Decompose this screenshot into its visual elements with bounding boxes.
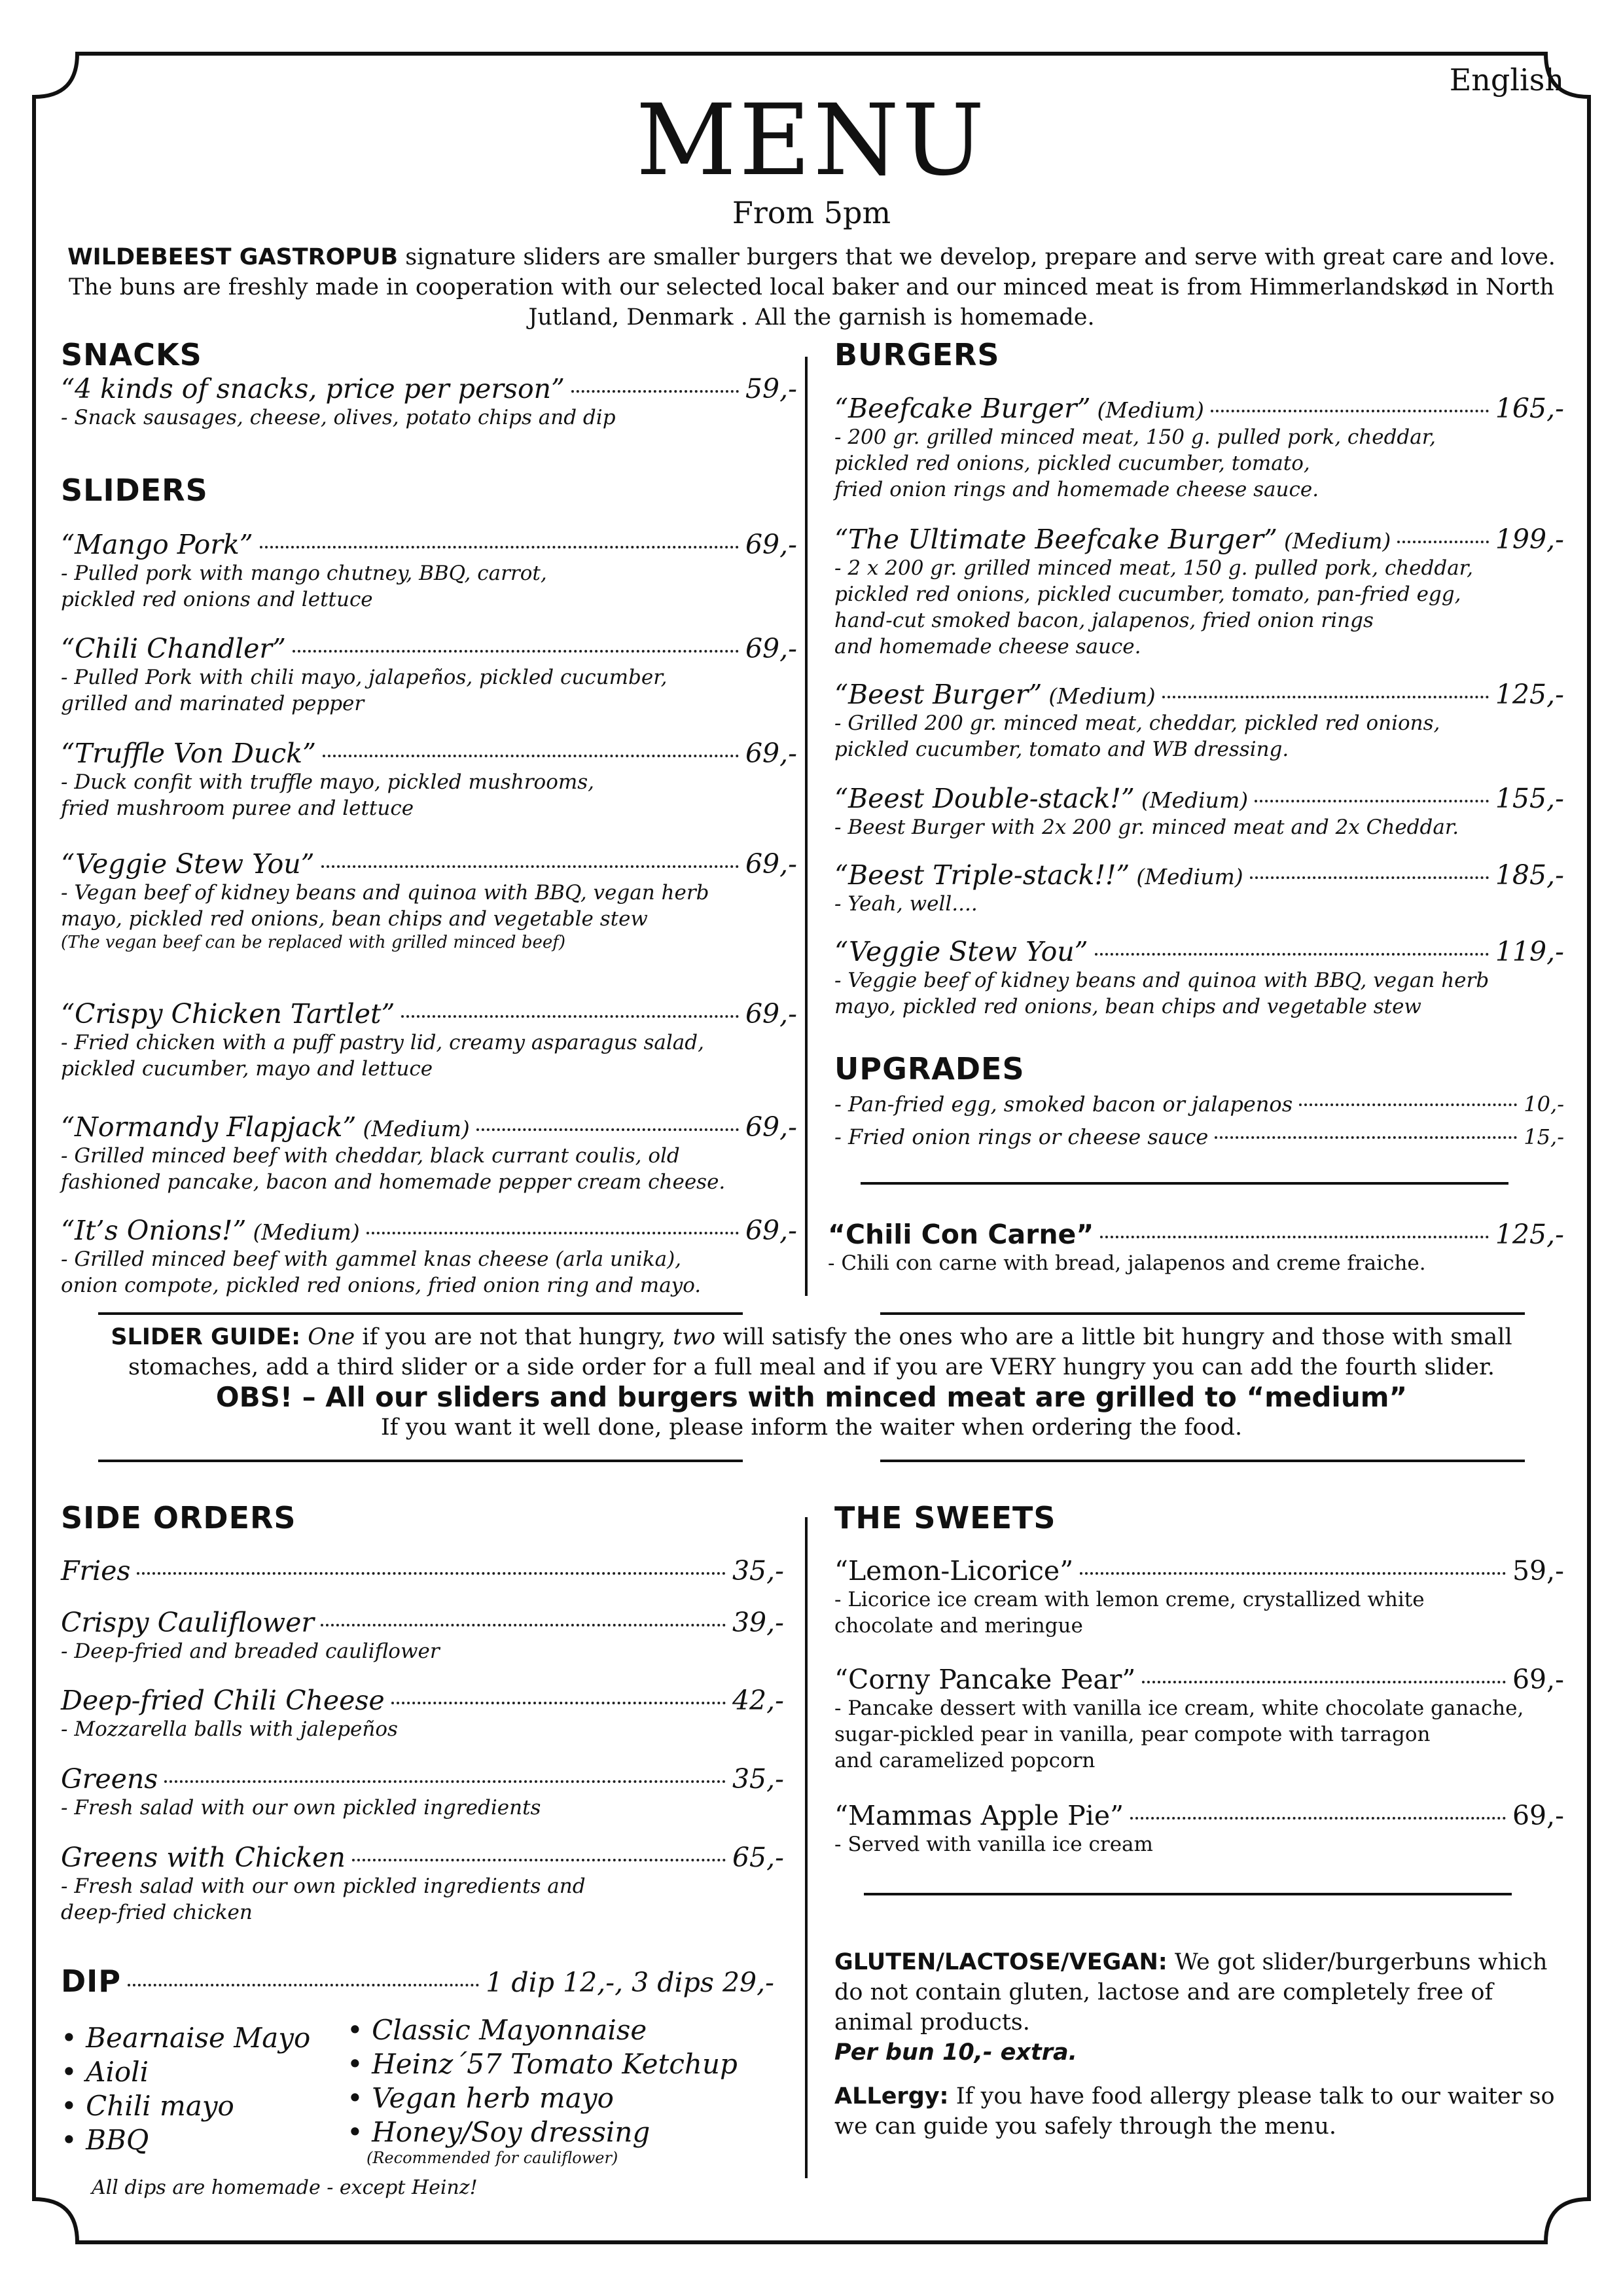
chili-item [828,1219,1564,1276]
guide-text-2: will satisfy the ones who are a little bit hungry and those with small stomaches, add a third slider or a side order for a full meal and if you are VERY hungry you can add the fourth slider. [128,1324,1512,1380]
sweet-item [834,1800,1564,1857]
item-name: Deep-fried Chili Cheese [61,1685,385,1716]
burger-item [834,783,1564,840]
item-price: 10,- [1524,1092,1564,1117]
snack-item [61,373,797,431]
dip-list-left [61,2021,310,2157]
item-price: 59,- [745,373,797,404]
item-desc: - Veggie beef of kidney beans and quinoa with BBQ, vegan herb mayo, pickled red onions, bean chips and vegetable stew [834,969,1489,1018]
item-price: 15,- [1524,1124,1564,1149]
leader-dots [1299,1103,1517,1106]
sweet-item [834,1664,1564,1774]
leader-dots [1250,876,1489,879]
item-price: 125,- [1495,679,1564,710]
side-item [61,1763,784,1821]
item-desc: - Fresh salad with our own pickled ingredients and deep-fried chicken [61,1874,586,1924]
item-desc: - Pulled Pork with chili mayo, jalapeños, pickled cucumber, grilled and marinated pepper [61,666,668,715]
slider-guide [65,1322,1558,1443]
item-desc: - Beest Burger with 2x 200 gr. minced meat and 2x Cheddar. [834,816,1459,839]
burger-item [834,859,1564,917]
item-name: Greens [61,1763,158,1795]
sweets-heading: THE SWEETS [834,1500,1056,1535]
dip-option: • Aioli [61,2056,149,2088]
dip-option: • Honey/Soy dressing [347,2116,651,2148]
item-desc: - 200 gr. grilled minced meat, 150 g. pulled pork, cheddar, pickled red onions, pickled cucumber, tomato, fried onion rings and homemade cheese sauce. [834,425,1436,501]
guide-one: One [308,1324,355,1350]
dip-price: 1 dip 12,-, 3 dips 29,- [486,1967,774,1998]
gluten-note [834,1947,1567,2068]
guide-two: two [673,1324,716,1350]
upgrades-heading: UPGRADES [834,1051,1025,1086]
column-divider-bottom [805,1517,808,2178]
item-desc: - Deep-fried and breaded cauliflower [61,1640,440,1663]
guide-divider-bottom-left [98,1460,743,1462]
item-price: 69,- [745,1111,797,1143]
item-name: “Beest Double-stack!” [834,783,1135,814]
item-name: - Pan-fried egg, smoked bacon or jalapenos [834,1092,1293,1117]
item-note: (Medium) [363,1116,470,1141]
sweet-item [834,1555,1564,1639]
item-footnote: (The vegan beef can be replaced with grilled minced beef) [61,933,566,952]
leader-dots [293,650,739,653]
leader-dots [164,1780,726,1783]
item-desc: - Grilled 200 gr. minced meat, cheddar, pickled red onions, pickled cucumber, tomato and WB dressing. [834,711,1440,761]
item-desc: - Served with vanilla ice cream [834,1833,1153,1856]
burgers-heading: BURGERS [834,337,1000,372]
gluten-text: We got slider/burgerbuns which do not contain gluten, lactose and are completely free of animal products. [834,1949,1548,2036]
gluten-extra: Per bun 10,- extra. [834,2039,1077,2066]
leader-dots [260,546,739,548]
item-price: 69,- [1512,1664,1564,1695]
leader-dots [366,1232,739,1234]
dip-option: • Chili mayo [61,2090,234,2122]
item-price: 155,- [1495,783,1564,814]
allergy-label: ALLergy: [834,2083,949,2109]
guide-text-1: if you are not that hungry, [355,1324,673,1350]
item-name: “Crispy Chicken Tartlet” [61,998,395,1030]
dip-option: • Heinz´57 Tomato Ketchup [347,2048,738,2080]
page-title: MENU [635,84,988,198]
item-name: “Veggie Stew You” [834,936,1088,967]
item-price: 199,- [1495,524,1564,555]
side-item [61,1607,784,1664]
sliders-heading: SLIDERS [61,473,208,508]
burger-item [834,936,1564,1020]
item-desc: - Fried chicken with a puff pastry lid, creamy asparagus salad, pickled cucumber, mayo and lettuce [61,1031,704,1081]
slider-item [61,738,797,821]
slider-item [61,1215,797,1299]
leader-dots [1397,541,1489,543]
allergy-note [834,2081,1567,2142]
slider-item [61,998,797,1082]
item-desc: - Licorice ice cream with lemon creme, crystallized white chocolate and meringue [834,1588,1425,1638]
item-price: 69,- [745,633,797,664]
item-note: (Medium) [1283,528,1391,554]
item-desc: - Yeah, well.... [834,892,978,916]
leader-dots [1100,1236,1489,1238]
item-price: 69,- [745,848,797,880]
item-desc: - Duck confit with truffle mayo, pickled mushrooms, fried mushroom puree and lettuce [61,770,595,820]
burger-item [834,679,1564,762]
leader-dots [1080,1572,1506,1575]
guide-label: SLIDER GUIDE: [111,1324,301,1350]
guide-divider-top-right [880,1312,1525,1315]
side-item [61,1685,784,1742]
item-name: “Chili Con Carne” [828,1219,1094,1250]
item-name: “Chili Chandler” [61,633,286,664]
item-price: 69,- [1512,1800,1564,1831]
leader-dots [1162,696,1489,698]
item-price: 35,- [732,1555,784,1587]
leader-dots [1130,1817,1506,1820]
item-name: “Lemon-Licorice” [834,1555,1074,1587]
guide-text [65,1322,1558,1382]
side-orders-heading: SIDE ORDERS [61,1500,296,1535]
item-name: - Fried onion rings or cheese sauce [834,1124,1209,1149]
item-price: 119,- [1495,936,1564,967]
item-price: 35,- [732,1763,784,1795]
leader-dots [476,1128,739,1131]
burger-item [834,524,1564,660]
item-price: 65,- [732,1842,784,1873]
item-note: (Medium) [1048,683,1156,709]
item-desc: - Pancake dessert with vanilla ice cream, white chocolate ganache, sugar-pickled pear in vanilla, pear compote with tarragon and caramelized popcorn [834,1696,1524,1772]
leader-dots [1211,410,1489,412]
leader-dots [571,390,739,393]
item-name: “Normandy Flapjack” [61,1111,357,1143]
item-name: “Corny Pancake Pear” [834,1664,1136,1695]
guide-divider-top-left [98,1312,743,1315]
burger-item [834,393,1564,503]
item-price: 69,- [745,998,797,1030]
slider-item [61,848,797,953]
leader-dots [352,1859,726,1861]
slider-item [61,529,797,613]
item-name: “It’s Onions!” [61,1215,247,1246]
item-desc: - Mozzarella balls with jalepeños [61,1717,398,1741]
dip-row [61,1964,774,1999]
snacks-heading: SNACKS [61,337,202,372]
dip-option: • Bearnaise Mayo [61,2022,311,2054]
obs-notice: OBS! – All our sliders and burgers with minced meat are grilled to “medium” [215,1381,1408,1413]
side-item [61,1842,784,1926]
item-desc: - 2 x 200 gr. grilled minced meat, 150 g. pulled pork, cheddar, pickled red onions, pickled cucumber, tomato, pan-fried egg, hand-cut smoked bacon, jalapenos, fried onion rings and homemade cheese sauce. [834,556,1473,658]
leader-dots [1142,1681,1506,1683]
side-item [61,1555,784,1587]
dip-option: • Vegan herb mayo [347,2082,614,2114]
intro-body: signature sliders are smaller burgers that we develop, prepare and serve with great care and love. The buns are freshly made in cooperation with our selected local baker and our minced meat is from Himmerlandskød in North Jutland, Denmark . All the garnish is homemade. [69,244,1556,331]
item-desc: - Snack sausages, cheese, olives, potato chips and dip [61,406,616,429]
leader-dots [1255,800,1489,802]
item-name: “Beefcake Burger” [834,393,1091,424]
item-price: 165,- [1495,393,1564,424]
leader-dots [137,1572,725,1575]
leader-dots [321,1624,726,1626]
column-divider-top [805,357,808,1296]
gluten-label: GLUTEN/LACTOSE/VEGAN: [834,1949,1168,1975]
leader-dots [323,755,739,757]
leader-dots [128,1984,479,1986]
language-label[interactable]: English [1449,62,1564,98]
item-name: “The Ultimate Beefcake Burger” [834,524,1277,555]
leader-dots [1215,1136,1517,1139]
item-desc: - Chili con carne with bread, jalapenos and creme fraiche. [828,1251,1426,1275]
item-name: “Truffle Von Duck” [61,738,317,769]
item-name: “Beest Burger” [834,679,1043,710]
item-price: 69,- [745,529,797,560]
page-subtitle: From 5pm [732,195,891,230]
item-desc: - Vegan beef of kidney beans and quinoa with BBQ, vegan herb mayo, pickled red onions, bean chips and vegetable stew [61,881,709,931]
well-done-notice: If you want it well done, please inform the waiter when ordering the food. [380,1414,1243,1441]
item-note: (Medium) [1141,787,1249,813]
item-desc: - Grilled minced beef with gammel knas cheese (arla unika), onion compote, pickled red onions, fried onion ring and mayo. [61,1247,702,1297]
slider-item [61,633,797,717]
brand-name: WILDEBEEST GASTROPUB [67,244,399,270]
allergy-text: If you have food allergy please talk to our waiter so we can guide you safely through the menu. [834,2083,1555,2140]
leader-dots [391,1702,726,1704]
item-price: 59,- [1512,1555,1564,1587]
item-price: 125,- [1495,1219,1564,1250]
guide-divider-bottom-right [880,1460,1525,1462]
section-divider [864,1893,1512,1895]
upgrade-item [834,1092,1564,1117]
dip-option: • BBQ [61,2124,149,2156]
item-note: (Medium) [1136,864,1243,889]
item-desc: - Grilled minced beef with cheddar, black currant coulis, old fashioned pancake, bacon and homemade pepper cream cheese. [61,1144,726,1194]
item-name: “Mammas Apple Pie” [834,1800,1124,1831]
item-name: “4 kinds of snacks, price per person” [61,373,565,404]
dip-recommendation: (Recommended for cauliflower) [366,2149,618,2167]
item-name: Greens with Chicken [61,1842,346,1873]
item-name: “Veggie Stew You” [61,848,315,880]
item-price: 39,- [732,1607,784,1638]
item-desc: - Pulled pork with mango chutney, BBQ, carrot, pickled red onions and lettuce [61,562,547,611]
item-price: 69,- [745,1215,797,1246]
leader-dots [401,1015,739,1018]
item-name: “Mango Pork” [61,529,253,560]
dip-footnote: All dips are homemade - except Heinz! [92,2176,478,2199]
upgrade-item [834,1124,1564,1149]
item-name: “Beest Triple-stack!!” [834,859,1130,891]
slider-item [61,1111,797,1195]
dip-list-right [347,2013,738,2166]
item-note: (Medium) [1097,397,1204,423]
dip-option: • Classic Mayonnaise [347,2014,647,2046]
leader-dots [321,865,739,868]
item-desc: - Fresh salad with our own pickled ingredients [61,1796,541,1820]
dip-heading: DIP [61,1964,122,1999]
item-price: 185,- [1495,859,1564,891]
item-note: (Medium) [253,1219,360,1245]
item-name: Fries [61,1555,131,1587]
leader-dots [1095,953,1489,956]
item-price: 69,- [745,738,797,769]
section-divider [861,1182,1508,1185]
item-name: Crispy Cauliflower [61,1607,314,1638]
item-price: 42,- [732,1685,784,1716]
intro-text [65,242,1558,332]
